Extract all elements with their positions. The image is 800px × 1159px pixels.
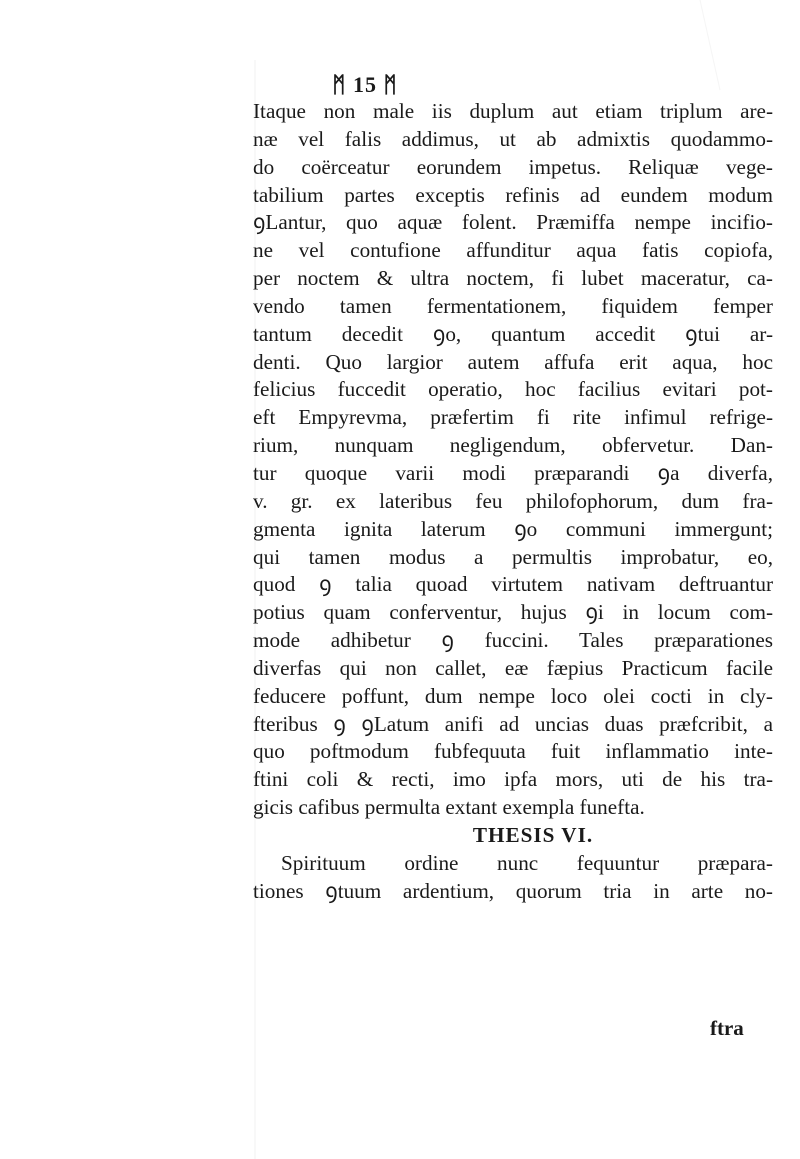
text-line: qui tamen modus a permultis improbatur, eo,: [253, 544, 773, 569]
text-line: denti. Quo largior autem affufa erit aqua, hoc: [253, 349, 773, 374]
text-line: Spirituum ordine nunc fequuntur præpara-: [281, 850, 773, 875]
text-line: Itaque non male iis duplum aut etiam triplum are-: [253, 99, 773, 123]
text-line: gicis cafibus permulta extant exempla funefta.: [253, 795, 645, 820]
text-line: per noctem & ultra noctem, fi lubet maceratur, ca-: [253, 266, 773, 291]
text-line: quod ꝯ talia quoad virtutem nativam deftruantur: [253, 572, 773, 597]
thesis-heading: THESIS VI.: [472, 822, 594, 847]
text-line: quo poftmodum fubfequuta fuit inflammatio inte-: [253, 739, 773, 764]
text-line: tur quoque varii modi præparandi ꝯa diverfa,: [253, 460, 773, 485]
text-line: tabilium partes exceptis refinis ad eundem modum: [253, 182, 773, 207]
text-line: do coërceatur eorundem impetus. Reliquæ vege-: [253, 154, 773, 179]
text-line: diverfas qui non callet, eæ fæpius Practicum facile: [253, 655, 773, 680]
text-line: næ vel falis addimus, ut ab admixtis quodammo-: [253, 126, 773, 151]
text-line: gmenta ignita laterum ꝯo communi immergunt;: [253, 516, 773, 541]
text-line: tiones ꝯtuum ardentium, quorum tria in arte no-: [253, 878, 773, 903]
text-line: eft Empyrevma, præfertim fi rite infimul refrige-: [253, 405, 773, 430]
text-line: ꝯLantur, quo aquæ folent. Præmiffa nempe incifio-: [253, 210, 773, 235]
text-line: tantum decedit ꝯo, quantum accedit ꝯtui ar-: [253, 321, 773, 346]
text-line: ne vel contufione affunditur aqua fatis copiofa,: [253, 238, 773, 263]
text-line: fteribus ꝯ ꝯLatum anifi ad uncias duas præfcribit, a: [253, 711, 773, 736]
text-line: v. gr. ex lateribus feu philofophorum, dum fra-: [253, 488, 773, 513]
text-line: potius quam conferventur, hujus ꝯi in locum com-: [253, 600, 773, 625]
catchword: ftra: [710, 1016, 744, 1040]
text-line: mode adhibetur ꝯ fuccini. Tales præparationes: [253, 628, 773, 653]
text-line: rium, nunquam negligendum, obfervetur. Dan-: [253, 433, 773, 458]
text-line: felicius fuccedit operatio, hoc facilius evitari pot-: [253, 377, 773, 402]
text-line: feducere poffunt, dum nempe loco olei cocti in cly-: [253, 683, 773, 708]
page-number-header: ᛗ 15 ᛗ: [332, 72, 398, 97]
main-text-block: [253, 98, 773, 905]
text-line: ftini coli & recti, imo ipfa mors, uti de his tra-: [253, 767, 773, 792]
text-line: vendo tamen fermentationem, fiquidem femper: [253, 293, 773, 318]
